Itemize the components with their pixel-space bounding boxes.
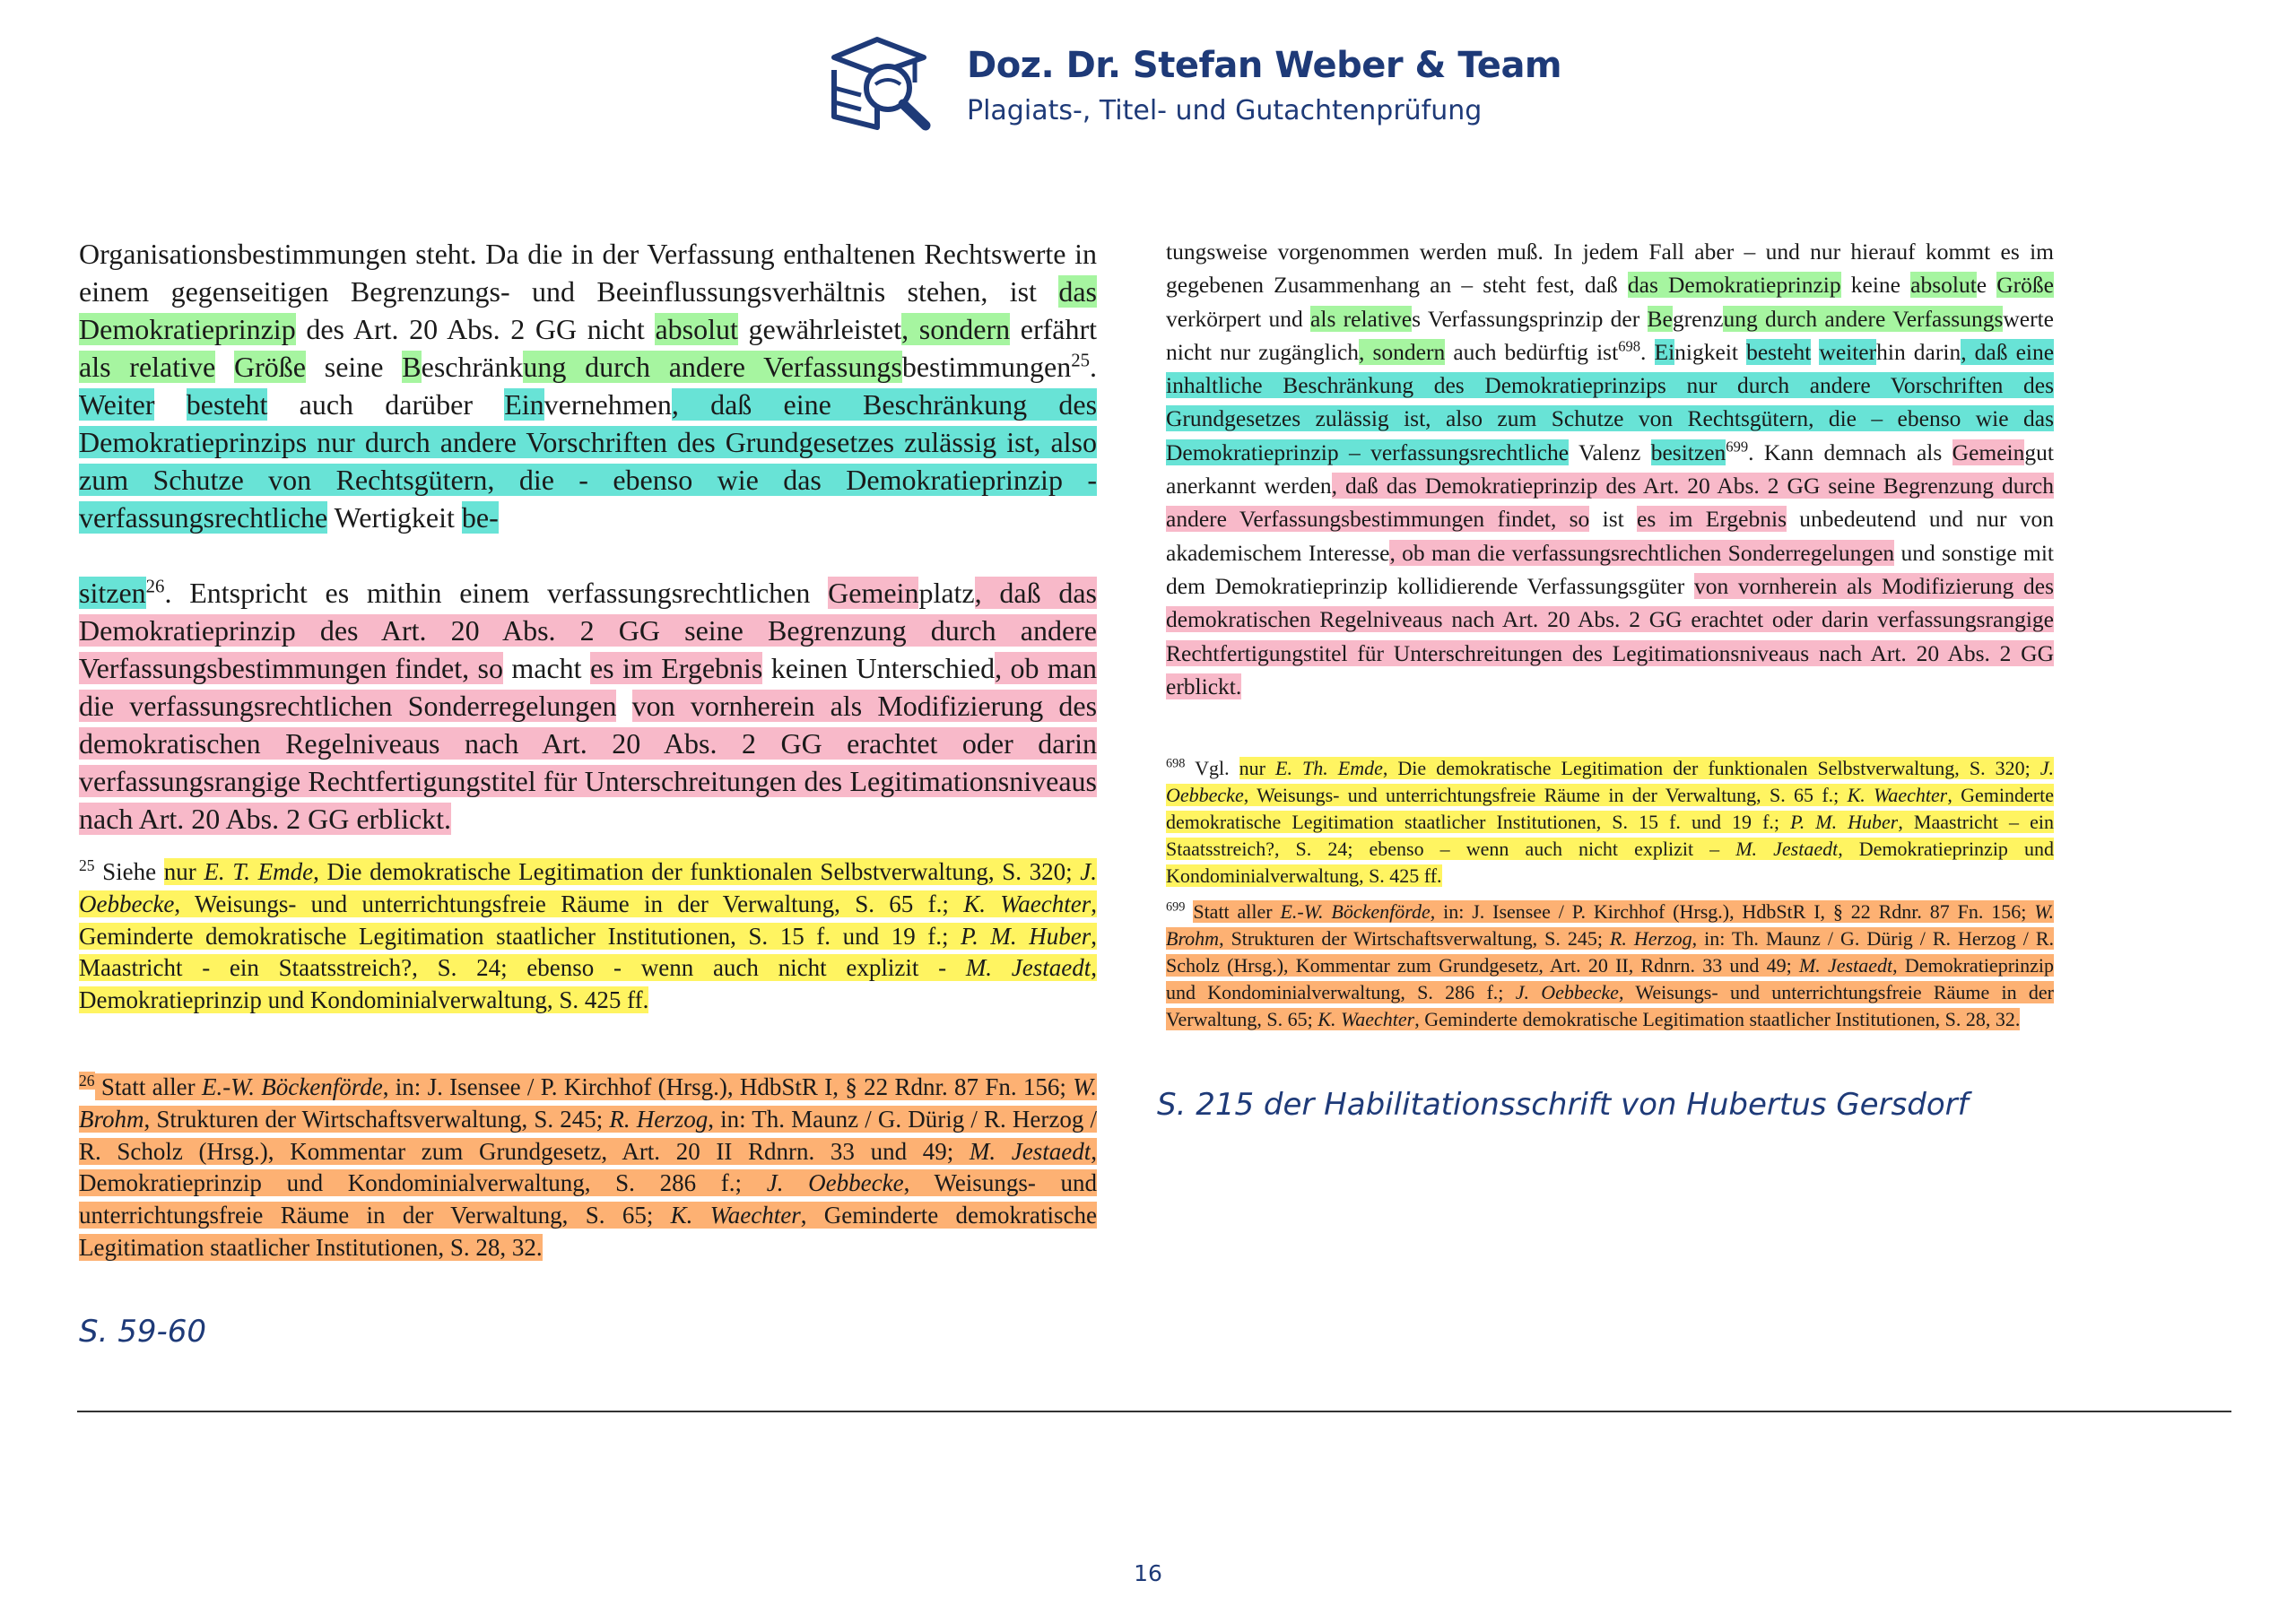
highlight-orange: , Demokratieprinzip und Kondominialverwaltung, S. 286 f.; [79, 1137, 1097, 1197]
right-footnote-698 [1166, 755, 2054, 890]
highlight-green: B [402, 351, 422, 383]
highlight-cyan: besteht [186, 388, 268, 421]
highlight-cyan: , daß eine Beschränkung des Demokratieprinzips nur durch andere Vorschriften des Grundgesetzes zulässig ist, also zum Schutze von Rechtsgütern, die - ebenso wie das Demokratieprinzip - verfassungsrechtliche [79, 388, 1098, 534]
highlight-pink: es im Ergebnis [589, 652, 763, 684]
highlight-cyan: Ein [504, 388, 544, 421]
header [825, 34, 1632, 142]
highlight-yellow: , Die demokratische Legitimation der funktionalen Selbstverwaltung, S. 320; [313, 858, 1081, 885]
highlight-pink: es im Ergebnis [1637, 506, 1787, 533]
text-run: macht [502, 652, 590, 684]
highlight-green: , sondern [901, 313, 1011, 345]
text-run: vernehmen [544, 388, 672, 421]
footnote-marker: 698 [1618, 337, 1641, 355]
text-run: Valenz [1569, 439, 1651, 465]
footnote-marker: 25 [79, 856, 95, 874]
text-run: seine [305, 351, 403, 383]
right-main-text [1166, 235, 2054, 703]
highlight-yellow: K. Waechter [1847, 784, 1948, 806]
text-run: . Kann demnach als [1748, 439, 1952, 465]
text-run: s Verfassungsprinzip der [1412, 305, 1648, 332]
right-caption: S. 215 der Habilitationsschrift von Hubertus Gersdorf [1157, 1087, 1969, 1123]
footnote-marker: 26 [79, 1072, 95, 1090]
highlight-cyan: besteht [1746, 338, 1812, 365]
highlight-green: ung durch andere Verfassungs [523, 351, 902, 383]
text-run: keine [1840, 272, 1911, 299]
highlight-yellow: nur [163, 858, 204, 885]
text-run [616, 690, 631, 722]
highlight-orange: E.-W. Böckenförde [201, 1073, 383, 1100]
text-run: unbedeutend und nur von akademischem Interesse [1166, 506, 2055, 566]
highlight-cyan: weiter [1819, 338, 1877, 365]
highlight-yellow: , Geminderte demokratische Legitimation staatlicher Institutionen, S. 15 f. und 19 f.; [1166, 784, 2054, 833]
text-run: verkörpert und [1166, 305, 1311, 332]
highlight-orange: , in: J. Isensee / P. Kirchhof (Hrsg.), HdbStR I, § 22 Rdnr. 87 Fn. 156; [382, 1073, 1074, 1100]
highlight-yellow: M. Jestaedt [965, 954, 1091, 982]
text-run: . [1090, 351, 1098, 383]
highlight-cyan: besitzen [1650, 439, 1726, 465]
left-main-text [79, 235, 1097, 838]
highlight-green: absolut [655, 313, 738, 345]
highlight-orange: M. Jestaedt [969, 1137, 1091, 1165]
highlight-orange: W. Brohm [79, 1073, 1098, 1133]
text-run: tungsweise vorgenommen werden muß. In jedem Fall aber – und nur hierauf kommt es im gegebenen Zusammenhang an – steht fest, daß [1166, 239, 2054, 299]
highlight-orange: , in: Th. Maunz / G. Dürig / R. Herzog / R. Scholz (Hrsg.), Kommentar zum Grundgesetz, Art. 20 II Rdnrn. 33 und 49; [79, 1105, 1097, 1165]
brand-subtitle: Plagiats-, Titel- und Gutachtenprüfung [967, 95, 1483, 126]
text-run: Siehe [94, 858, 164, 885]
highlight-green: als relative [79, 351, 216, 383]
highlight-pink: von vornherein als Modifizierung des demokratischen Regelniveaus nach Art. 20 Abs. 2 GG erachtet oder darin verfassungsrangige Rechtfertigungstitel für Unterschreitungen des Legitimationsniveaus nach Art. 20 Abs. 2 GG erblickt. [1166, 572, 2054, 699]
highlight-orange: K. Waechter [1318, 1008, 1415, 1030]
text-run: auch bedürftig ist [1445, 338, 1619, 365]
text-run [154, 388, 186, 421]
text-run: auch darüber [267, 388, 505, 421]
footnote-marker: 698 [1166, 756, 1186, 771]
highlight-orange: , Weisungs- und unterrichtungsfreie Räume in der Verwaltung, S. 65; [79, 1169, 1097, 1229]
text-run: keinen Unterschied [762, 652, 996, 684]
highlight-orange: J. Oebbecke [1515, 981, 1619, 1003]
footnote-marker: 26 [145, 576, 165, 597]
left-caption: S. 59-60 [79, 1314, 206, 1350]
highlight-pink: Gemein [828, 577, 919, 609]
highlight-pink: , ob man die verfassungsrechtlichen Sonderregelungen [1389, 539, 1895, 566]
text-run: . Entspricht es mithin einem verfassungsrechtlichen [164, 577, 829, 609]
highlight-orange: M. Jestaedt [1798, 954, 1893, 977]
right-paragraph-1 [1166, 235, 2054, 703]
highlight-orange: J. Oebbecke [766, 1169, 904, 1197]
footnote-marker: 699 [1166, 899, 1186, 915]
highlight-orange: Statt aller [1193, 900, 1281, 923]
footnote-marker: 699 [1726, 438, 1749, 456]
highlight-orange: , Weisungs- und unterrichtungsfreie Räume in der Verwaltung, S. 65; [1166, 981, 2054, 1030]
text-run: und sonstige mit dem Demokratieprinzip kollidierende Verfassungsgüter [1166, 539, 2054, 599]
left-paragraph-1 [79, 235, 1097, 536]
highlight-orange: K. Waechter [670, 1202, 801, 1229]
highlight-yellow: , Demokratieprinzip und Kondominialverwaltung, S. 425 ff. [1166, 838, 2054, 887]
highlight-orange: , Demokratieprinzip und Kondominialverwaltung, S. 286 f.; [1166, 954, 2055, 1003]
highlight-green: , sondern [1359, 338, 1446, 365]
highlight-cyan: , daß eine inhaltliche Beschränkung des Demokratieprinzips nur durch andere Vorschriften des Grundgesetzes zulässig ist, also zum Schutze von Rechtsgütern, die – ebenso wie das Demokratieprinzip – verfassungsrechtliche [1166, 338, 2055, 465]
highlight-green: Größe [234, 351, 306, 383]
highlight-yellow: J. Oebbecke [79, 858, 1098, 917]
highlight-yellow: nur [1239, 757, 1276, 779]
highlight-yellow: , Weisungs- und unterrichtungsfreie Räume in der Verwaltung, S. 65 f.; [174, 890, 964, 917]
highlight-orange: R. Herzog [609, 1105, 709, 1133]
highlight-yellow: , Weisungs- und unterrichtungsfreie Räume in der Verwaltung, S. 65 f.; [1243, 784, 1848, 806]
highlight-yellow: J. Oebbecke [1166, 757, 2055, 806]
highlight-orange: , Strukturen der Wirtschaftsverwaltung, S. 245; [144, 1105, 610, 1133]
highlight-pink: , ob man die verfassungsrechtlichen Sonderregelungen [79, 652, 1098, 722]
highlight-green: das Demokratieprinzip [1627, 272, 1841, 299]
text-run: Vgl. [1185, 757, 1239, 779]
highlight-yellow: , Die demokratische Legitimation der funktionalen Selbstverwaltung, S. 320; [1382, 757, 2040, 779]
text-run: platz [918, 577, 975, 609]
highlight-pink: Gemein [1952, 439, 2025, 465]
text-run: grenz [1672, 305, 1724, 332]
footnote-marker: 25 [1071, 350, 1091, 371]
highlight-orange: Statt aller [94, 1073, 202, 1100]
left-paragraph-2 [79, 574, 1097, 838]
text-run: gewährleistet [737, 313, 902, 345]
highlight-green: Be [1647, 305, 1673, 332]
logo-magnifier-books-icon [825, 34, 937, 133]
highlight-orange: , in: J. Isensee / P. Kirchhof (Hrsg.), HdbStR I, § 22 Rdnr. 87 Fn. 156; [1430, 900, 2035, 923]
page-number: 16 [1134, 1560, 1162, 1586]
highlight-yellow: P. M. Huber [1790, 811, 1899, 833]
highlight-yellow: , Demokratieprinzip und Kondominialverwaltung, S. 425 ff. [79, 954, 1097, 1014]
highlight-cyan: Ei [1654, 338, 1675, 365]
highlight-pink: , daß das Demokratieprinzip des Art. 20 Abs. 2 GG seine Begrenzung durch andere Verfassungsbestimmungen findet, so [1166, 473, 2055, 533]
highlight-orange: E.-W. Böckenförde [1280, 900, 1431, 923]
highlight-yellow: M. Jestaedt [1735, 838, 1839, 860]
footer-divider [77, 1411, 2231, 1412]
text-run: eschränk [421, 351, 524, 383]
left-footnote-26 [79, 1072, 1097, 1264]
text-run: hin darin [1876, 338, 1961, 365]
text-run: ist [1589, 506, 1638, 533]
text-run: des Art. 20 Abs. 2 GG nicht [295, 313, 656, 345]
highlight-green: das Demokratieprinzip [79, 275, 1097, 345]
text-run: Wertigkeit [327, 501, 462, 534]
highlight-pink: von vornherein als Modifizierung des demokratischen Regelniveaus nach Art. 20 Abs. 2 GG erachtet oder darin verfassungsrangige Rechtfertigungstitel für Unterschreitungen des Legitimationsniveaus nach Art. 20 Abs. 2 GG erblickt. [79, 690, 1098, 835]
text-run: e [1976, 272, 1997, 299]
highlight-pink: , daß das Demokratieprinzip des Art. 20 Abs. 2 GG seine Begrenzung durch andere Verfassungsbestimmungen findet, so [79, 577, 1097, 684]
highlight-green: absolut [1910, 272, 1977, 299]
left-footnote-25 [79, 856, 1097, 1017]
highlight-orange: , Geminderte demokratische Legitimation staatlicher Institutionen, S. 28, 32. [79, 1202, 1097, 1261]
highlight-orange: , Geminderte demokratische Legitimation staatlicher Institutionen, S. 28, 32. [1414, 1008, 2021, 1030]
highlight-cyan: be- [461, 501, 499, 534]
highlight-orange: W. Brohm [1166, 900, 2055, 950]
highlight-orange: R. Herzog [1609, 927, 1692, 950]
text-run: Organisationsbestimmungen steht. Da die in der Verfassung enthaltenen Rechtswerte in einem gegenseitigen Begrenzungs- und Beeinflussungsverhältnis stehen, ist [79, 238, 1097, 308]
highlight-green: als relative [1310, 305, 1413, 332]
highlight-green: Größe [1996, 272, 2054, 299]
text-run: nigkeit [1674, 338, 1747, 365]
brand-name: Doz. Dr. Stefan Weber & Team [967, 45, 1562, 86]
highlight-orange: , Strukturen der Wirtschaftsverwaltung, S. 245; [1219, 927, 1610, 950]
highlight-yellow: E. T. Emde [204, 858, 314, 885]
highlight-yellow: K. Waechter [963, 890, 1091, 917]
right-footnote-699 [1166, 899, 2054, 1033]
highlight-yellow: , Geminderte demokratische Legitimation staatlicher Institutionen, S. 15 f. und 19 f.; [79, 890, 1097, 950]
text-run [1185, 900, 1193, 923]
highlight-yellow: E. Th. Emde [1275, 757, 1383, 779]
text-run: gut anerkannt werden [1166, 439, 2054, 499]
text-run: erfährt [1010, 313, 1098, 345]
text-run: werte nicht nur zugänglich [1166, 305, 2055, 365]
highlight-cyan: Weiter [79, 388, 155, 421]
highlight-cyan: sitzen [79, 577, 146, 609]
highlight-yellow: , Maastricht - ein Staatsstreich?, S. 24; ebenso - wenn auch nicht explizit - [79, 922, 1097, 982]
highlight-orange: , in: Th. Maunz / G. Dürig / R. Herzog / R. Scholz (Hrsg.), Kommentar zum Grundgesetz, Art. 20 II, Rdnrn. 33 und 49; [1166, 927, 2054, 977]
highlight-yellow: , Maastricht – ein Staatsstreich?, S. 24; ebenso – wenn auch nicht explizit – [1166, 811, 2054, 860]
text-run [215, 351, 234, 383]
highlight-yellow: P. M. Huber [961, 922, 1091, 950]
text-run: bestimmungen [901, 351, 1072, 383]
text-run: . [1640, 338, 1655, 365]
highlight-green: ung durch andere Verfassungs [1723, 305, 2004, 332]
